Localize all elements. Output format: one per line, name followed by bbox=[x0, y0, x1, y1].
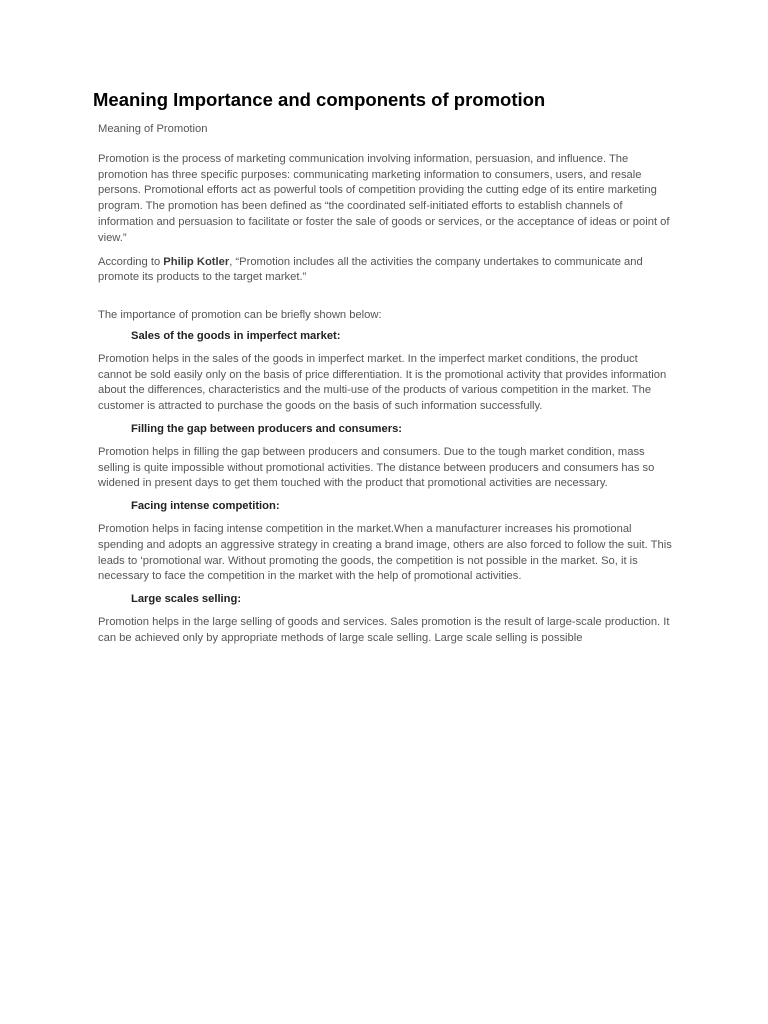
section-heading-large-scale: Large scales selling: bbox=[131, 593, 242, 606]
section-body-filling-gap: Promotion helps in filling the gap between producers and consumers. Due to the tough market condition, mass selling is quite impossible without promotional activities. The distance between producers and consumers has so widened in present days to get them touched with the product that promotional activities are necessary. bbox=[98, 445, 655, 490]
article-subtitle: Meaning of Promotion bbox=[98, 123, 208, 135]
section-body-large-scale: Promotion helps in the large selling of goods and services. Sales promotion is the result of large-scale production. It can be achieved only by appropriate methods of large scale selling. Large scale selling is possible bbox=[98, 615, 670, 644]
kotler-prefix: According to bbox=[98, 255, 164, 268]
pasted-article bbox=[98, 122, 672, 645]
kotler-name: Philip Kotler bbox=[163, 255, 230, 268]
section-heading-imperfect-market: Sales of the goods in imperfect market: bbox=[131, 329, 341, 342]
section-body-competition: Promotion helps in facing intense competition in the market.When a manufacturer increases his promotional spending and adopts an aggressive strategy in creating a brand image, others are also forced to follow the suit. This leads to ‘promotional war. Without promoting the goods, the competition is not possible in the market. So, it is necessary to face the competition in the market with the help of promotional activities. bbox=[98, 522, 672, 583]
paragraph-definition: Promotion is the process of marketing communication involving information, persuasion, and influence. The promotion has three specific purposes: communicating marketing information to consumers, users, and resale persons. Promotional efforts act as powerful tools of competition providing the cutting edge of its entire marketing program. The promotion has been defined as “the coordinated self-initiated efforts to establish channels of information and persuasion to facilitate or foster the sale of goods or services, or the acceptance of ideas or point of view.” bbox=[98, 152, 670, 244]
section-heading-filling-gap: Filling the gap between producers and consumers: bbox=[131, 422, 403, 435]
document-title: Meaning Importance and components of promotion bbox=[93, 89, 546, 110]
section-heading-competition: Facing intense competition: bbox=[131, 500, 280, 513]
section-body-imperfect-market: Promotion helps in the sales of the goods in imperfect market. In the imperfect market conditions, the product cannot be sold easily only on the basis of price differentiation. It is the promotional activity that provides information about the differences, characteristics and the multi-use of the products of various competition in the market. The customer is attracted to purchase the goods on the basis of such information successfully. bbox=[98, 352, 667, 413]
importance-intro: The importance of promotion can be briefly shown below: bbox=[98, 309, 382, 322]
paragraph-kotler bbox=[98, 255, 672, 287]
kotler-quote: , “Promotion includes all the activities the company undertakes to communicate and promote its products to the target market.” bbox=[98, 255, 643, 284]
